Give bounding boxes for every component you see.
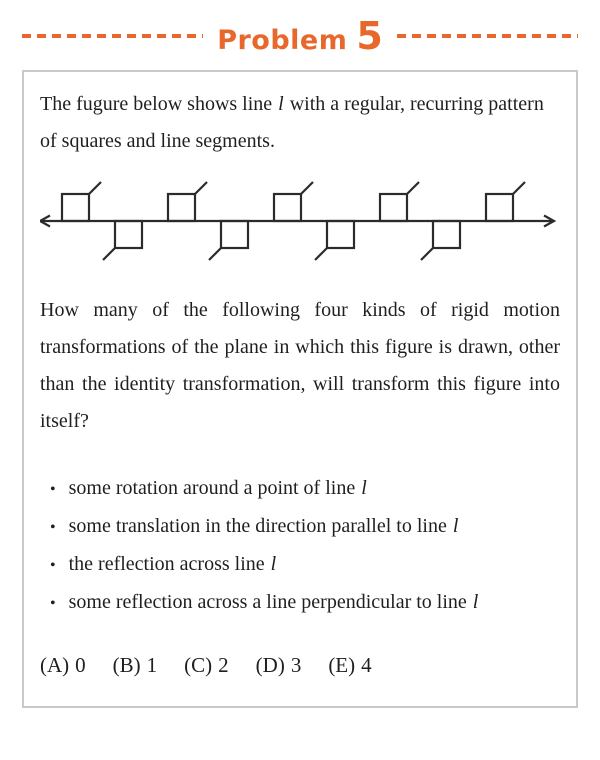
bullet-item-reflection-line [40,546,560,584]
answer-value: 3 [290,653,302,677]
bullet-text-body: some reflection across a line perpendicular to line [68,591,472,613]
bullet-item-reflection-perpendicular [40,584,560,622]
bullet-text-body: some translation in the direction parallel to line [68,515,452,537]
dashed-rule-right [397,34,578,38]
bullet-item-translation [40,508,560,546]
answer-label: (B) [112,653,141,677]
line-name-italic: l [361,477,367,499]
answer-label: (D) [255,653,285,677]
bullet-text-body: some rotation around a point of line [68,477,361,499]
line-pattern-figure [40,177,560,265]
answer-label: (A) [40,653,70,677]
problem-header [22,14,578,58]
answer-value: 0 [75,653,86,677]
dashed-rule-left [22,34,203,38]
bullet-list [40,470,560,622]
answer-choice-a [40,647,86,684]
bullet-text [69,546,278,583]
answer-value: 2 [218,653,229,677]
bullet-text [69,584,480,621]
answer-choice-c [184,647,229,684]
bullet-text [69,508,460,545]
bullet-text-body: the reflection across line [68,553,270,575]
intro-text: The fugure below shows line [40,93,278,115]
answer-value: 4 [361,653,372,677]
line-name-italic: l [472,591,479,613]
bullet-item-rotation [40,470,560,508]
problem-number: 5 [356,14,383,58]
question-paragraph: How many of the following four kinds of rigid motion transformations of the plane in which this figure is drawn, other than the identity transformation, will transform this figure into itself? [40,299,560,432]
answer-label: (E) [328,653,356,677]
bullet-text [69,470,368,507]
bullet-dot-icon: • [50,595,56,612]
problem-card [22,70,578,708]
bullet-dot-icon: • [50,481,56,498]
answer-value: 1 [146,653,158,677]
intro-paragraph [40,86,560,160]
answer-choice-b [113,647,158,684]
answer-choice-d [256,647,302,684]
bullet-dot-icon: • [50,557,56,574]
bullet-dot-icon: • [50,519,56,536]
line-name-italic: l [278,93,284,115]
line-name-italic: l [270,553,277,575]
problem-title [217,14,383,58]
answer-label: (C) [184,653,213,677]
problem-label: Problem [217,25,348,56]
line-name-italic: l [452,515,459,537]
answer-choice-e [328,647,371,684]
answer-row [40,647,560,684]
intro-rest: with a regular, recurring pattern of squares and line segments. [40,93,544,152]
